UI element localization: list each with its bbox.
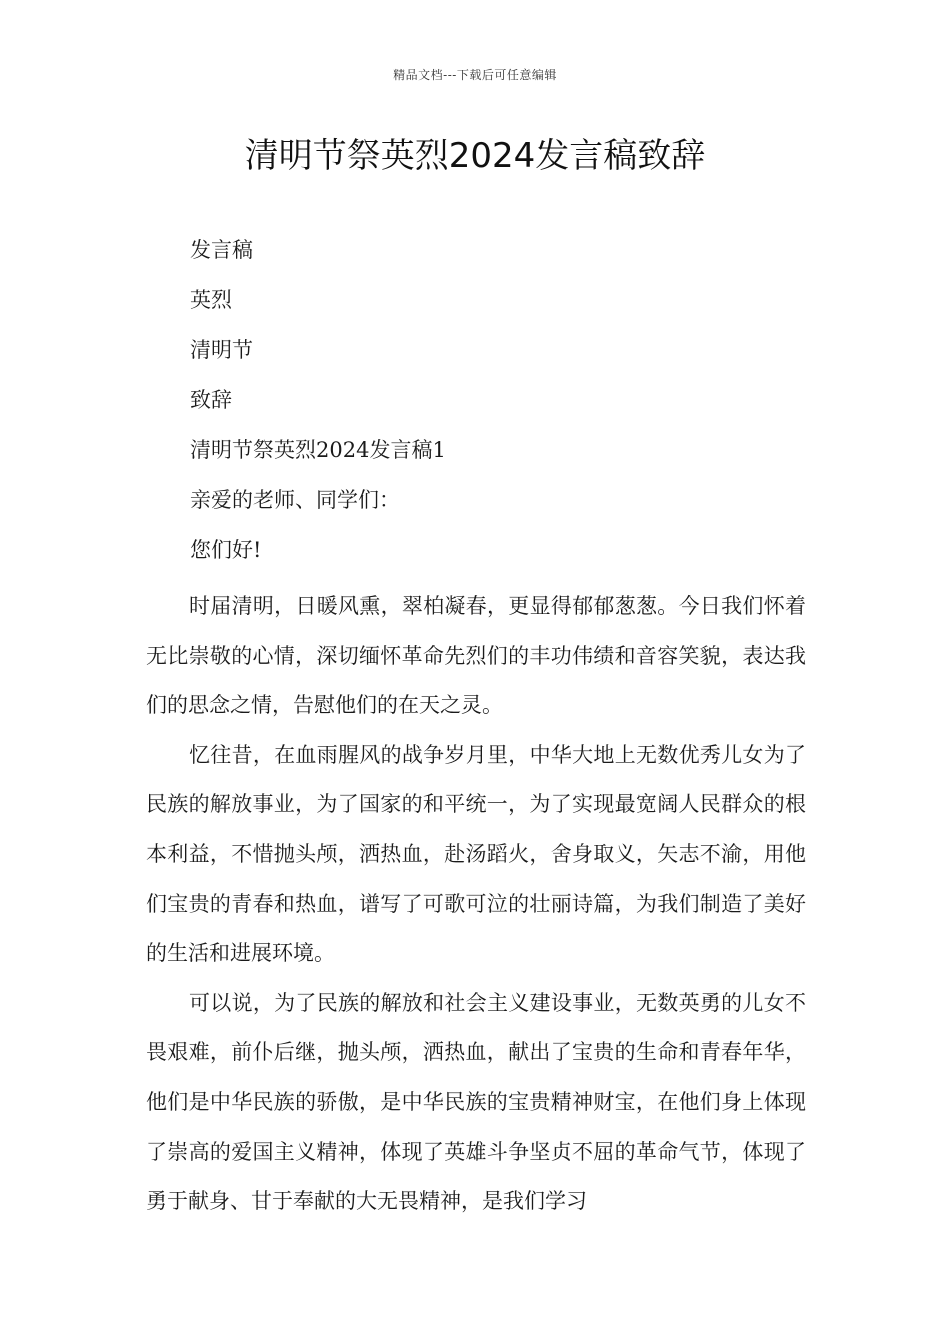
greeting: 您们好! xyxy=(190,538,262,562)
keyword-list xyxy=(190,232,446,582)
body-text xyxy=(146,582,806,1227)
page-title: 清明节祭英烈2024发言稿致辞 xyxy=(244,136,706,176)
keyword-item: 清明节 xyxy=(190,338,253,362)
paragraph: 忆往昔，在血雨腥风的战争岁月里，中华大地上无数优秀儿女为了民族的解放事业，为了国家的和平统一，为了实现最宽阔人民群众的根本利益，不惜抛头颅，洒热血，赴汤蹈火，舍身取义，矢志不渝，用他们宝贵的青春和热血，谱写了可歌可泣的壮丽诗篇，为我们制造了美好的生活和进展环境。 xyxy=(146,742,806,966)
paragraph: 时届清明，日暖风熏，翠柏凝春，更显得郁郁葱葱。今日我们怀着无比崇敬的心情，深切缅怀革命先烈们的丰功伟绩和音容笑貌，表达我们的思念之情，告慰他们的在天之灵。 xyxy=(146,594,806,718)
section-subtitle: 清明节祭英烈2024发言稿1 xyxy=(190,438,446,462)
salutation: 亲爱的老师、同学们： xyxy=(190,488,400,512)
header-note: 精品文档---下载后可任意编辑 xyxy=(393,68,557,82)
keyword-item: 致辞 xyxy=(190,388,232,412)
keyword-item: 发言稿 xyxy=(190,238,253,262)
paragraph: 可以说，为了民族的解放和社会主义建设事业，无数英勇的儿女不畏艰难，前仆后继，抛头颅，洒热血，献出了宝贵的生命和青春年华，他们是中华民族的骄傲，是中华民族的宝贵精神财宝，在他们身上体现了崇高的爱国主义精神，体现了英雄斗争坚贞不屈的革命气节，体现了勇于献身、甘于奉献的大无畏精神，是我们学习 xyxy=(146,990,806,1214)
keyword-item: 英烈 xyxy=(190,288,232,312)
